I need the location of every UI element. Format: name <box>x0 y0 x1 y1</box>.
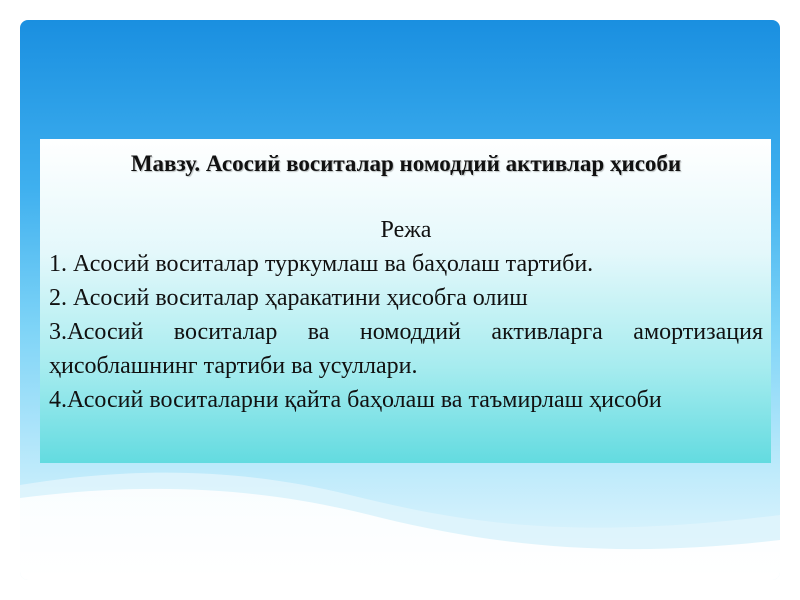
plan-item-1: 1. Асосий воситалар туркумлаш ва баҳолаш тартиби. <box>49 251 594 277</box>
plan-item-3: 3.Асосий воситалар ва номоддий активларга амортизация ҳисоблашнинг тартиби ва усуллари. <box>49 319 763 379</box>
plan-heading: Режа <box>380 217 432 243</box>
plan-item-4: 4.Асосий воситаларни қайта баҳолаш ва таъмирлаш ҳисоби <box>49 387 662 413</box>
slide-title: Мавзу. Асосий воситалар номоддий активлар ҳисоби <box>130 151 682 176</box>
plan-item-2: 2. Асосий воситалар ҳаракатини ҳисобга олиш <box>49 285 528 311</box>
content-box <box>40 139 771 463</box>
spacer <box>49 181 763 213</box>
